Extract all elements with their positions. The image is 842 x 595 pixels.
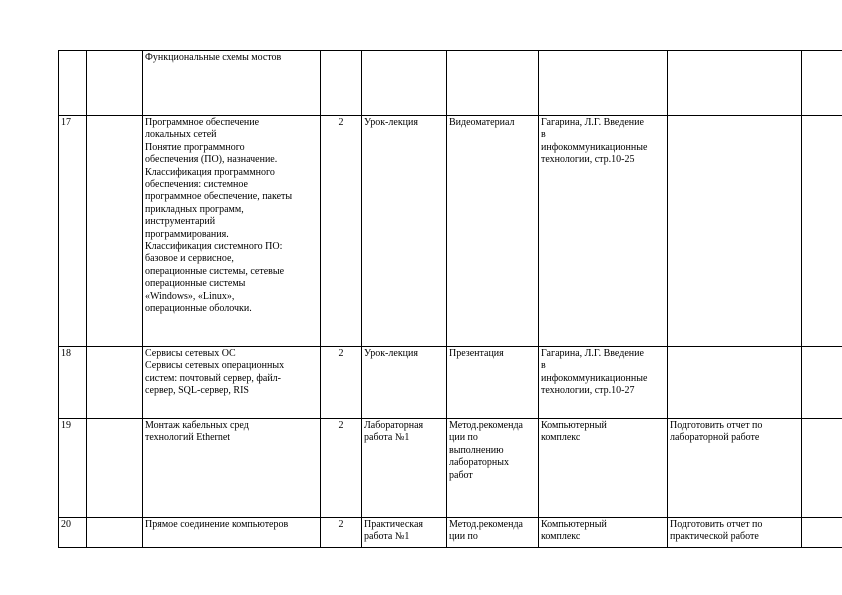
topic-cell: Функциональные схемы мостов [143,51,321,116]
homework-cell: Подготовить отчет по лабораторной работе [668,419,802,518]
hours-cell: 2 [321,347,362,419]
lesson-type-cell [362,51,447,116]
lesson-type-cell: Практическая работа №1 [362,518,447,548]
literature-cell: Компьютерный комплекс [539,419,668,518]
topic-cell: Сервисы сетевых ОС Сервисы сетевых операционных систем: почтовый сервер, файл- сервер, SQL-сервер, RIS [143,347,321,419]
lesson-type-cell: Лабораторная работа №1 [362,419,447,518]
table-row [59,116,842,347]
empty-cell [87,518,143,548]
table-row [59,347,842,419]
lesson-type-cell: Урок-лекция [362,116,447,347]
empty-cell [87,51,143,116]
row-number-cell [59,51,87,116]
row-number-cell: 19 [59,419,87,518]
lesson-type-cell: Урок-лекция [362,347,447,419]
homework-cell [668,347,802,419]
literature-cell: Гагарина, Л.Г. Введение в инфокоммуникационные технологии, стр.10-27 [539,347,668,419]
empty-cell [802,347,842,419]
teaching-means-cell: Презентация [447,347,539,419]
topic-cell: Прямое соединение компьютеров [143,518,321,548]
literature-cell: Компьютерный комплекс [539,518,668,548]
homework-cell: Подготовить отчет по практической работе [668,518,802,548]
hours-cell: 2 [321,419,362,518]
empty-cell [802,518,842,548]
empty-cell [87,347,143,419]
hours-cell: 2 [321,116,362,347]
literature-cell [539,51,668,116]
teaching-means-cell: Видеоматериал [447,116,539,347]
teaching-means-cell [447,51,539,116]
topic-cell: Программное обеспечение локальных сетей Понятие программного обеспечения (ПО), назначение. Классификация программного обеспечения: системное программное обеспечение, пакеты прикладных программ, инструментарий программирования. Классификация системного ПО: базовое и сервисное, операционные системы, сетевые операционные системы «Windows», «Linux», операционные оболочки. [143,116,321,347]
row-number-cell: 17 [59,116,87,347]
empty-cell [802,116,842,347]
hours-cell: 2 [321,518,362,548]
empty-cell [87,419,143,518]
table-row [59,51,842,116]
topic-cell: Монтаж кабельных сред технологий Ethernet [143,419,321,518]
row-number-cell: 20 [59,518,87,548]
table-row [59,518,842,548]
hours-cell [321,51,362,116]
teaching-means-cell: Метод.рекоменда ции по выполнению лабораторных работ [447,419,539,518]
empty-cell [802,419,842,518]
empty-cell [87,116,143,347]
homework-cell [668,116,802,347]
teaching-means-cell: Метод.рекоменда ции по [447,518,539,548]
table-row [59,419,842,518]
empty-cell [802,51,842,116]
row-number-cell: 18 [59,347,87,419]
literature-cell: Гагарина, Л.Г. Введение в инфокоммуникационные технологии, стр.10-25 [539,116,668,347]
homework-cell [668,51,802,116]
lesson-plan-table [58,50,842,548]
